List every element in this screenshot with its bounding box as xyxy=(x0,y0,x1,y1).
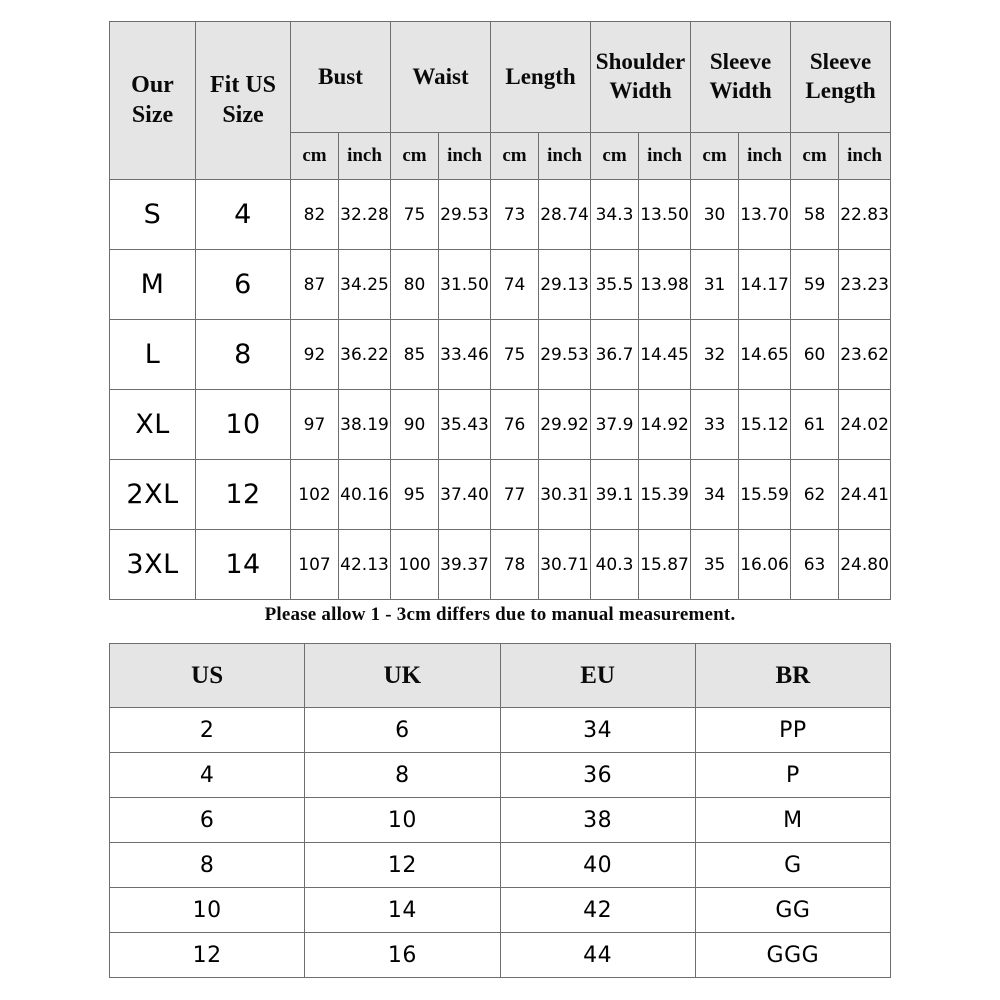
header-fit-us-size xyxy=(196,22,291,180)
conversion-table-body xyxy=(110,708,891,978)
cell-shoulder-width-inch: 15.87 xyxy=(639,530,691,600)
cell-sleeve-width-cm: 34 xyxy=(691,460,739,530)
cell-bust-inch: 42.13 xyxy=(339,530,391,600)
cell-fit-us-size: 8 xyxy=(196,320,291,390)
cell-uk: 14 xyxy=(305,888,500,933)
header-bust-line1: Bust xyxy=(318,63,363,89)
cell-bust-inch: 36.22 xyxy=(339,320,391,390)
cell-bust-inch: 34.25 xyxy=(339,250,391,320)
cell-sleeve-length-inch: 23.23 xyxy=(839,250,891,320)
size-conversion-table xyxy=(109,643,891,978)
cell-shoulder-width-cm: 40.3 xyxy=(591,530,639,600)
cell-our-size: L xyxy=(110,320,196,390)
cell-sleeve-length-cm: 59 xyxy=(791,250,839,320)
cell-waist-inch: 29.53 xyxy=(439,180,491,250)
cell-waist-cm: 80 xyxy=(391,250,439,320)
cell-length-cm: 73 xyxy=(491,180,539,250)
cell-sleeve-width-inch: 16.06 xyxy=(739,530,791,600)
cell-br: M xyxy=(695,798,890,843)
cell-shoulder-width-inch: 13.98 xyxy=(639,250,691,320)
header-shoulder-width-line1: Shoulder xyxy=(595,49,686,75)
cell-waist-inch: 31.50 xyxy=(439,250,491,320)
cell-fit-us-size: 14 xyxy=(196,530,291,600)
header-length xyxy=(491,22,591,133)
cell-uk: 12 xyxy=(305,843,500,888)
cell-length-inch: 30.71 xyxy=(539,530,591,600)
header-sleeve-length-line2: Length xyxy=(805,78,876,103)
header-our-size-line2: Size xyxy=(131,101,174,128)
cell-our-size: XL xyxy=(110,390,196,460)
table-row xyxy=(110,180,891,250)
header-waist xyxy=(391,22,491,133)
cell-waist-cm: 90 xyxy=(391,390,439,460)
header-sleeve-length-line1: Sleeve xyxy=(809,49,872,75)
cell-eu: 34 xyxy=(500,708,695,753)
cell-waist-inch: 33.46 xyxy=(439,320,491,390)
cell-length-inch: 29.92 xyxy=(539,390,591,460)
header-bust xyxy=(291,22,391,133)
cell-us: 6 xyxy=(110,798,305,843)
cell-waist-cm: 95 xyxy=(391,460,439,530)
header-fit-us-size-line2: Size xyxy=(222,101,264,128)
cell-sleeve-length-inch: 22.83 xyxy=(839,180,891,250)
cell-sleeve-length-cm: 60 xyxy=(791,320,839,390)
cell-length-inch: 30.31 xyxy=(539,460,591,530)
cell-length-inch: 28.74 xyxy=(539,180,591,250)
header-waist-cm: cm xyxy=(391,133,439,180)
header-sleeve-length-cm: cm xyxy=(791,133,839,180)
cell-fit-us-size: 12 xyxy=(196,460,291,530)
header-sleeve-width xyxy=(691,22,791,133)
measurement-header-row-groups xyxy=(110,22,891,133)
cell-uk: 10 xyxy=(305,798,500,843)
cell-our-size: S xyxy=(110,180,196,250)
cell-sleeve-length-cm: 63 xyxy=(791,530,839,600)
cell-fit-us-size: 4 xyxy=(196,180,291,250)
header-waist-line1: Waist xyxy=(412,63,469,89)
cell-bust-cm: 82 xyxy=(291,180,339,250)
cell-length-inch: 29.53 xyxy=(539,320,591,390)
cell-eu: 44 xyxy=(500,933,695,978)
header-sleeve-width-cm: cm xyxy=(691,133,739,180)
cell-br: GGG xyxy=(695,933,890,978)
cell-shoulder-width-inch: 15.39 xyxy=(639,460,691,530)
cell-waist-cm: 75 xyxy=(391,180,439,250)
cell-bust-inch: 40.16 xyxy=(339,460,391,530)
cell-eu: 36 xyxy=(500,753,695,798)
cell-sleeve-length-cm: 61 xyxy=(791,390,839,460)
cell-length-cm: 76 xyxy=(491,390,539,460)
header-shoulder-width-line2: Width xyxy=(609,78,672,103)
table-row xyxy=(110,798,891,843)
cell-sleeve-length-inch: 24.80 xyxy=(839,530,891,600)
cell-br: P xyxy=(695,753,890,798)
cell-us: 12 xyxy=(110,933,305,978)
header-sleeve-width-line1: Sleeve xyxy=(709,49,772,75)
cell-uk: 6 xyxy=(305,708,500,753)
cell-shoulder-width-cm: 35.5 xyxy=(591,250,639,320)
cell-sleeve-length-cm: 58 xyxy=(791,180,839,250)
cell-shoulder-width-cm: 36.7 xyxy=(591,320,639,390)
cell-our-size: M xyxy=(110,250,196,320)
header-us: US xyxy=(110,644,305,708)
cell-length-cm: 74 xyxy=(491,250,539,320)
cell-sleeve-length-inch: 24.02 xyxy=(839,390,891,460)
cell-waist-inch: 37.40 xyxy=(439,460,491,530)
cell-eu: 38 xyxy=(500,798,695,843)
header-bust-cm: cm xyxy=(291,133,339,180)
header-sleeve-width-inch: inch xyxy=(739,133,791,180)
header-length-cm: cm xyxy=(491,133,539,180)
cell-length-cm: 77 xyxy=(491,460,539,530)
cell-waist-inch: 39.37 xyxy=(439,530,491,600)
cell-br: G xyxy=(695,843,890,888)
table-row xyxy=(110,250,891,320)
table-row xyxy=(110,933,891,978)
conversion-header-row xyxy=(110,644,891,708)
header-waist-inch: inch xyxy=(439,133,491,180)
header-length-inch: inch xyxy=(539,133,591,180)
cell-waist-cm: 85 xyxy=(391,320,439,390)
cell-shoulder-width-cm: 34.3 xyxy=(591,180,639,250)
cell-shoulder-width-cm: 37.9 xyxy=(591,390,639,460)
cell-shoulder-width-inch: 14.45 xyxy=(639,320,691,390)
cell-bust-inch: 32.28 xyxy=(339,180,391,250)
cell-length-cm: 75 xyxy=(491,320,539,390)
cell-uk: 8 xyxy=(305,753,500,798)
header-bust-inch: inch xyxy=(339,133,391,180)
cell-length-inch: 29.13 xyxy=(539,250,591,320)
cell-uk: 16 xyxy=(305,933,500,978)
cell-sleeve-width-inch: 13.70 xyxy=(739,180,791,250)
cell-waist-cm: 100 xyxy=(391,530,439,600)
cell-sleeve-width-inch: 15.59 xyxy=(739,460,791,530)
table-row xyxy=(110,843,891,888)
cell-sleeve-width-cm: 35 xyxy=(691,530,739,600)
cell-our-size: 3XL xyxy=(110,530,196,600)
cell-bust-cm: 87 xyxy=(291,250,339,320)
cell-br: PP xyxy=(695,708,890,753)
header-our-size-line1: Our xyxy=(131,71,174,98)
cell-sleeve-length-cm: 62 xyxy=(791,460,839,530)
table-row xyxy=(110,530,891,600)
measurement-table-body xyxy=(110,180,891,600)
header-uk: UK xyxy=(305,644,500,708)
cell-sleeve-width-cm: 33 xyxy=(691,390,739,460)
cell-bust-cm: 102 xyxy=(291,460,339,530)
cell-us: 2 xyxy=(110,708,305,753)
measurement-table-container xyxy=(109,21,891,600)
cell-sleeve-length-inch: 23.62 xyxy=(839,320,891,390)
cell-br: GG xyxy=(695,888,890,933)
cell-sleeve-width-inch: 15.12 xyxy=(739,390,791,460)
cell-waist-inch: 35.43 xyxy=(439,390,491,460)
cell-eu: 40 xyxy=(500,843,695,888)
header-shoulder-width xyxy=(591,22,691,133)
header-shoulder-width-inch: inch xyxy=(639,133,691,180)
cell-eu: 42 xyxy=(500,888,695,933)
header-eu: EU xyxy=(500,644,695,708)
table-row xyxy=(110,888,891,933)
conversion-table-container xyxy=(109,643,891,978)
header-length-line1: Length xyxy=(505,63,576,89)
cell-us: 8 xyxy=(110,843,305,888)
header-sleeve-width-line2: Width xyxy=(709,78,772,103)
table-row xyxy=(110,390,891,460)
header-our-size xyxy=(110,22,196,180)
header-br: BR xyxy=(695,644,890,708)
cell-sleeve-length-inch: 24.41 xyxy=(839,460,891,530)
table-row xyxy=(110,753,891,798)
cell-sleeve-width-inch: 14.65 xyxy=(739,320,791,390)
cell-bust-cm: 107 xyxy=(291,530,339,600)
cell-us: 10 xyxy=(110,888,305,933)
measurement-table-head xyxy=(110,22,891,180)
cell-sleeve-width-cm: 31 xyxy=(691,250,739,320)
cell-our-size: 2XL xyxy=(110,460,196,530)
header-sleeve-length xyxy=(791,22,891,133)
header-fit-us-size-line1: Fit US xyxy=(210,71,276,98)
cell-sleeve-width-cm: 32 xyxy=(691,320,739,390)
cell-fit-us-size: 6 xyxy=(196,250,291,320)
table-row xyxy=(110,320,891,390)
cell-length-cm: 78 xyxy=(491,530,539,600)
cell-shoulder-width-inch: 13.50 xyxy=(639,180,691,250)
header-sleeve-length-inch: inch xyxy=(839,133,891,180)
cell-bust-inch: 38.19 xyxy=(339,390,391,460)
measurement-note: Please allow 1 - 3cm differs due to manual measurement. xyxy=(264,604,736,625)
table-row xyxy=(110,460,891,530)
table-row xyxy=(110,708,891,753)
header-shoulder-width-cm: cm xyxy=(591,133,639,180)
cell-sleeve-width-cm: 30 xyxy=(691,180,739,250)
cell-shoulder-width-inch: 14.92 xyxy=(639,390,691,460)
measurement-table xyxy=(109,21,891,600)
conversion-table-head xyxy=(110,644,891,708)
cell-bust-cm: 92 xyxy=(291,320,339,390)
cell-shoulder-width-cm: 39.1 xyxy=(591,460,639,530)
cell-fit-us-size: 10 xyxy=(196,390,291,460)
cell-us: 4 xyxy=(110,753,305,798)
cell-sleeve-width-inch: 14.17 xyxy=(739,250,791,320)
cell-bust-cm: 97 xyxy=(291,390,339,460)
